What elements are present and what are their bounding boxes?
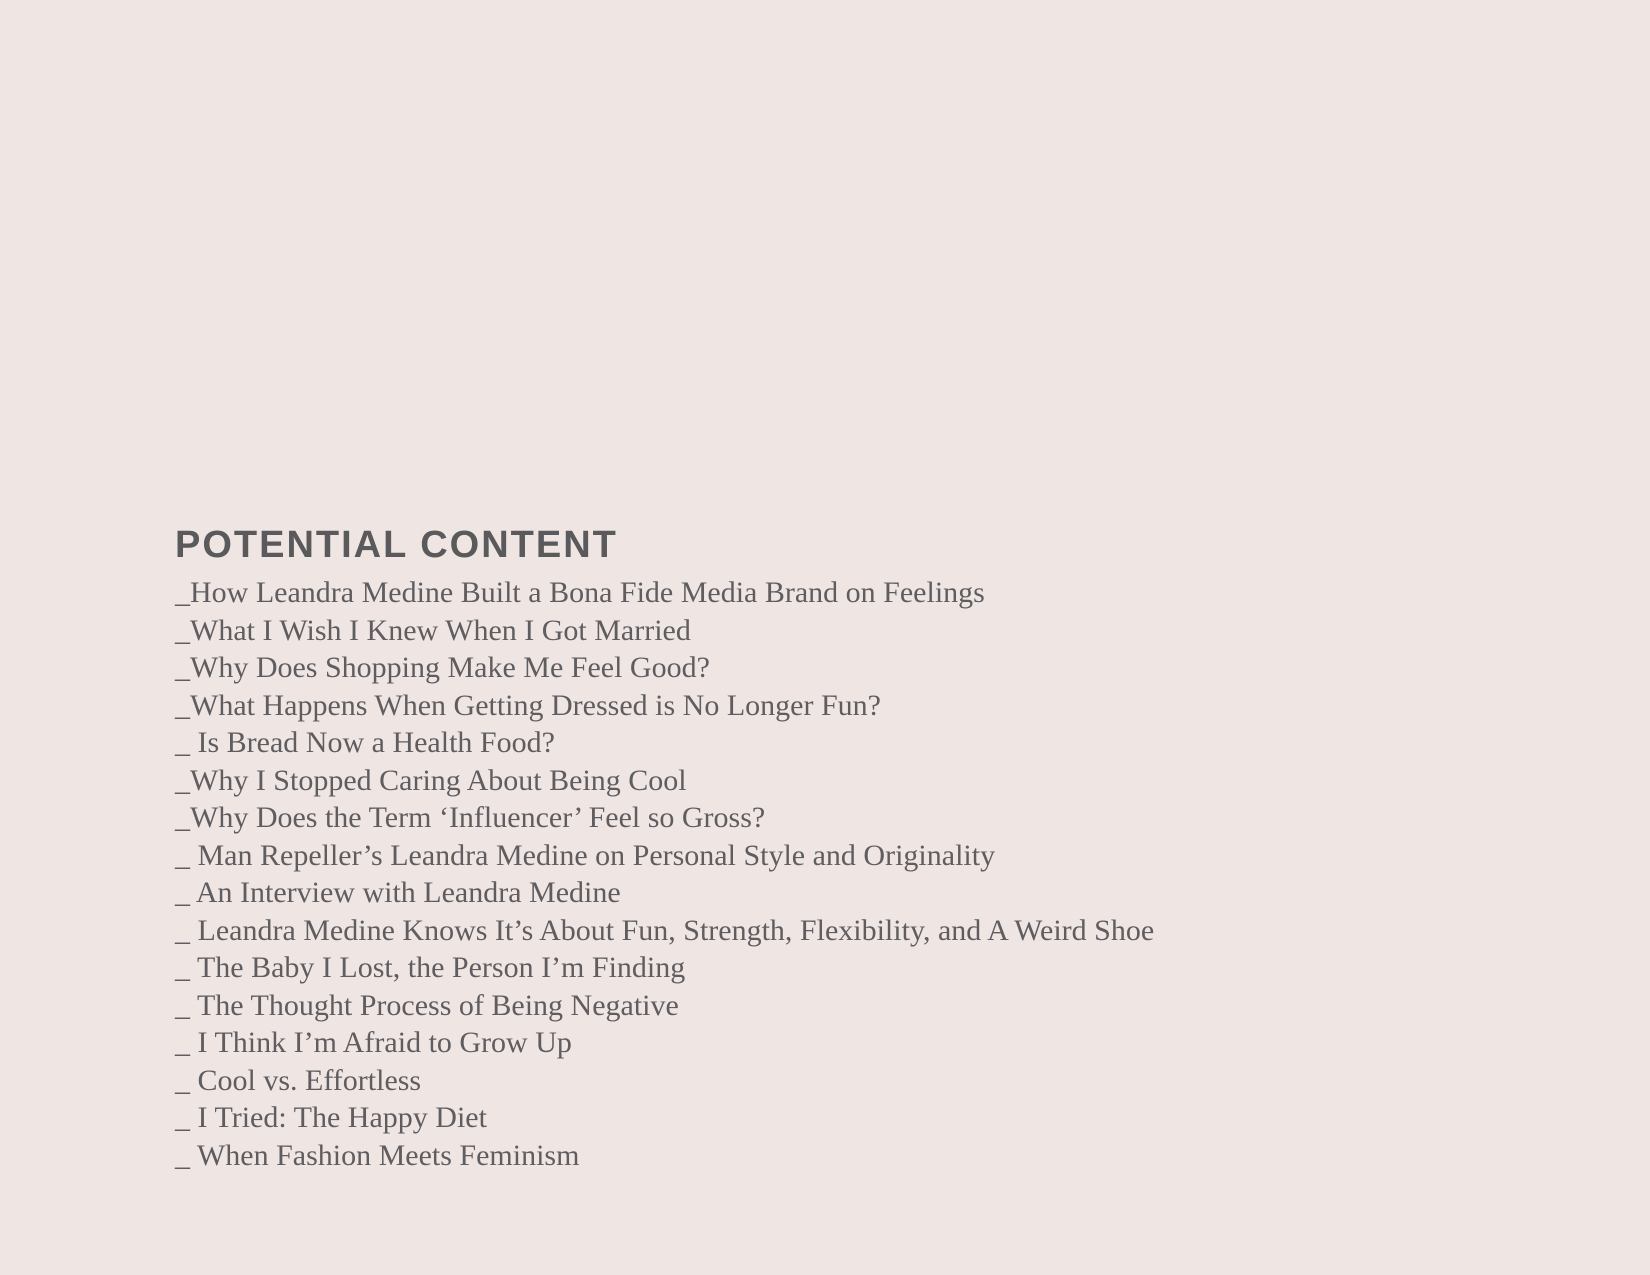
list-item: _ An Interview with Leandra Medine	[175, 876, 621, 909]
list-item: _ The Thought Process of Being Negative	[175, 988, 679, 1022]
content-section	[175, 522, 1475, 1174]
list-item: _ Is Bread Now a Health Food?	[175, 726, 555, 759]
list-item: _ Man Repeller’s Leandra Medine on Personal Style and Originality	[175, 838, 996, 872]
list-item: _How Leandra Medine Built a Bona Fide Media Brand on Feelings	[175, 576, 985, 609]
list-item: _Why Does the Term ‘Influencer’ Feel so Gross?	[175, 801, 766, 834]
list-item: _What I Wish I Knew When I Got Married	[175, 613, 691, 647]
list-item: _ The Baby I Lost, the Person I’m Finding	[175, 951, 686, 984]
list-item: _ I Tried: The Happy Diet	[175, 1101, 487, 1134]
list-item: _ Leandra Medine Knows It’s About Fun, Strength, Flexibility, and A Weird Shoe	[175, 913, 1155, 947]
list-item: _ I Think I’m Afraid to Grow Up	[175, 1026, 572, 1059]
list-item: _ When Fashion Meets Feminism	[175, 1138, 580, 1172]
list-item: _What Happens When Getting Dressed is No Longer Fun?	[175, 688, 881, 722]
list-item: _Why Does Shopping Make Me Feel Good?	[175, 651, 710, 684]
section-heading: POTENTIAL CONTENT	[175, 524, 618, 566]
content-list	[175, 574, 1475, 1174]
list-item: _Why I Stopped Caring About Being Cool	[175, 763, 687, 797]
list-item: _ Cool vs. Effortless	[175, 1063, 422, 1097]
